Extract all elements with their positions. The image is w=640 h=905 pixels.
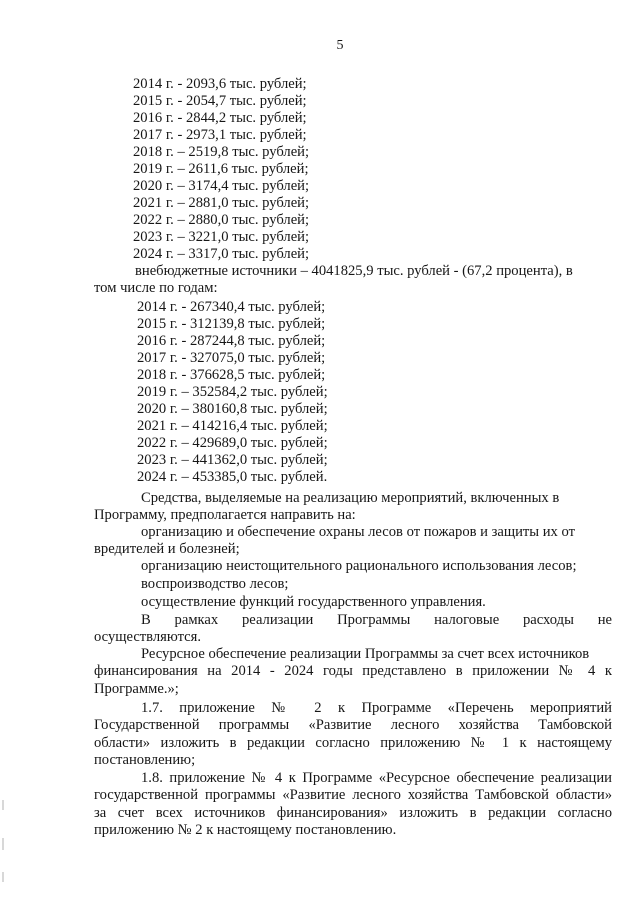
resource-paragraph bbox=[94, 646, 612, 698]
page-number: 5 bbox=[336, 38, 344, 53]
p17-line-3: области» изложить в редакции согласно приложению № 1 к настоящему bbox=[94, 734, 612, 751]
budget-line: 2022 г. – 2880,0 тыс. рублей; bbox=[133, 212, 310, 228]
p17-line-2: Государственной программы «Развитие лесного хозяйства Тамбовской bbox=[94, 717, 612, 734]
budget-line: 2024 г. – 3317,0 тыс. рублей; bbox=[133, 246, 310, 262]
extrabudget-intro bbox=[94, 263, 612, 298]
extrabudget-line: 2023 г. – 441362,0 тыс. рублей; bbox=[137, 452, 328, 468]
funds-line-1: Средства, выделяемые на реализацию мероприятий, включенных в bbox=[141, 490, 560, 506]
scan-artifact bbox=[2, 838, 4, 850]
scan-artifact bbox=[2, 800, 4, 810]
tax-paragraph bbox=[94, 612, 612, 647]
p18-line-2: государственной программы «Развитие лесного хозяйства Тамбовской области» bbox=[94, 787, 612, 804]
budget-line: 2014 г. - 2093,6 тыс. рублей; bbox=[133, 76, 307, 92]
budget-line: 2017 г. - 2973,1 тыс. рублей; bbox=[133, 127, 307, 143]
budget-line: 2019 г. – 2611,6 тыс. рублей; bbox=[133, 161, 309, 177]
extrabudget-line: 2017 г. - 327075,0 тыс. рублей; bbox=[137, 350, 326, 366]
budget-line: 2021 г. – 2881,0 тыс. рублей; bbox=[133, 195, 310, 211]
p17-line-4: постановлению; bbox=[94, 752, 196, 769]
resource-line-3: Программе.»; bbox=[94, 680, 179, 697]
extrabudget-line: 2016 г. - 287244,8 тыс. рублей; bbox=[137, 333, 326, 349]
paragraph-1-8 bbox=[94, 770, 612, 840]
budget-line: 2020 г. – 3174,4 тыс. рублей; bbox=[133, 178, 310, 194]
budget-line: 2015 г. - 2054,7 тыс. рублей; bbox=[133, 93, 307, 109]
extrabudget-line: 2018 г. - 376628,5 тыс. рублей; bbox=[137, 367, 326, 383]
scan-artifact bbox=[2, 872, 4, 882]
funds-paragraph bbox=[94, 490, 612, 525]
tax-line-2: осуществляются. bbox=[94, 629, 201, 646]
budget-line: 2018 г. – 2519,8 тыс. рублей; bbox=[133, 144, 310, 160]
budget-line: 2023 г. – 3221,0 тыс. рублей; bbox=[133, 229, 310, 245]
direction-item-2: организацию неистощительного рационального использования лесов; bbox=[141, 558, 577, 574]
extrabudget-line: 2015 г. - 312139,8 тыс. рублей; bbox=[137, 316, 326, 332]
p18-line-3: за счет всех источников финансирования» изложить в редакции согласно bbox=[94, 804, 612, 821]
direction-item-1-line-2: вредителей и болезней; bbox=[94, 541, 240, 558]
budget-line: 2016 г. - 2844,2 тыс. рублей; bbox=[133, 110, 307, 126]
direction-item-3: воспроизводство лесов; bbox=[141, 576, 289, 592]
extrabudget-intro-line-2: том числе по годам: bbox=[94, 280, 218, 297]
p18-line-4: приложению № 2 к настоящему постановлению. bbox=[94, 822, 397, 839]
extrabudget-line: 2024 г. – 453385,0 тыс. рублей. bbox=[137, 469, 328, 485]
p18-line-1: 1.8. приложение № 4 к Программе «Ресурсное обеспечение реализации bbox=[141, 770, 612, 786]
paragraph-1-7 bbox=[94, 700, 612, 770]
extrabudget-intro-line-1: внебюджетные источники – 4041825,9 тыс. рублей - (67,2 процента), в bbox=[135, 263, 573, 279]
extrabudget-line: 2022 г. – 429689,0 тыс. рублей; bbox=[137, 435, 328, 451]
resource-line-2: финансирования на 2014 - 2024 годы представлено в приложении № 4 к bbox=[94, 663, 612, 680]
funds-line-2: Программу, предполагается направить на: bbox=[94, 507, 356, 524]
direction-item-1-line-1: организацию и обеспечение охраны лесов от пожаров и защиты их от bbox=[141, 524, 575, 540]
extrabudget-line: 2020 г. – 380160,8 тыс. рублей; bbox=[137, 401, 328, 417]
tax-line-1: В рамках реализации Программы налоговые расходы не bbox=[141, 612, 612, 628]
direction-item-4: осуществление функций государственного управления. bbox=[141, 594, 486, 610]
extrabudget-line: 2019 г. – 352584,2 тыс. рублей; bbox=[137, 384, 328, 400]
resource-line-1: Ресурсное обеспечение реализации Программы за счет всех источников bbox=[141, 646, 590, 662]
p17-line-1: 1.7. приложение № 2 к Программе «Перечень мероприятий bbox=[141, 700, 612, 716]
direction-item-1 bbox=[94, 524, 612, 559]
extrabudget-line: 2021 г. – 414216,4 тыс. рублей; bbox=[137, 418, 328, 434]
extrabudget-line: 2014 г. - 267340,4 тыс. рублей; bbox=[137, 299, 326, 315]
